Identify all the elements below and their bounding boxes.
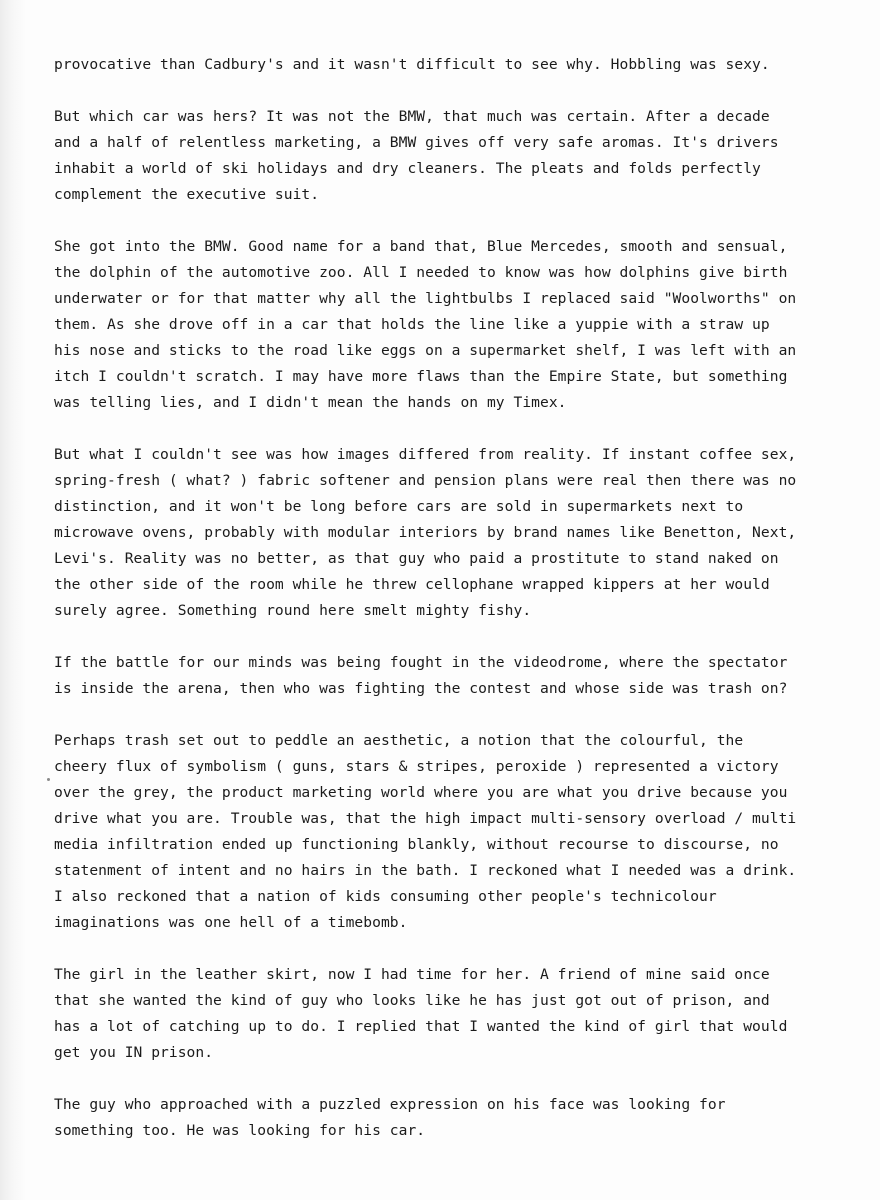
text-line: that she wanted the kind of guy who looks like he has just got out of prison, and xyxy=(54,992,770,1009)
text-line: his nose and sticks to the road like eggs on a supermarket shelf, I was left with an xyxy=(54,342,797,359)
typescript-body xyxy=(54,52,844,1170)
text-line: media infiltration ended up functioning blankly, without recourse to discourse, no xyxy=(54,836,779,853)
text-line: microwave ovens, probably with modular interiors by brand names like Benetton, Next, xyxy=(54,524,797,541)
text-line: the other side of the room while he threw cellophane wrapped kippers at her would xyxy=(54,576,770,593)
text-line: drive what you are. Trouble was, that the high impact multi-sensory overload / multi xyxy=(54,810,797,827)
text-line: statenment of intent and no hairs in the bath. I reckoned what I needed was a drink. xyxy=(54,862,797,879)
text-line: the dolphin of the automotive zoo. All I needed to know was how dolphins give birth xyxy=(54,264,788,281)
text-line: spring-fresh ( what? ) fabric softener and pension plans were real then there was no xyxy=(54,472,797,489)
paragraph-7 xyxy=(54,962,844,1066)
text-line: and a half of relentless marketing, a BMW gives off very safe aromas. It's drivers xyxy=(54,134,779,151)
text-line: something too. He was looking for his car. xyxy=(54,1122,426,1139)
text-line: But which car was hers? It was not the BMW, that much was certain. After a decade xyxy=(54,108,770,125)
ink-speck xyxy=(47,778,50,781)
text-line: provocative than Cadbury's and it wasn't difficult to see why. Hobbling was sexy. xyxy=(54,56,770,73)
text-line: imaginations was one hell of a timebomb. xyxy=(54,914,408,931)
text-line: If the battle for our minds was being fought in the videodrome, where the spectator xyxy=(54,654,788,671)
page-edge-shadow xyxy=(0,0,26,1200)
text-line: Perhaps trash set out to peddle an aesthetic, a notion that the colourful, the xyxy=(54,732,744,749)
paragraph-4 xyxy=(54,442,844,624)
text-line: is inside the arena, then who was fighting the contest and whose side was trash on? xyxy=(54,680,788,697)
text-line: over the grey, the product marketing world where you are what you drive because you xyxy=(54,784,788,801)
text-line: itch I couldn't scratch. I may have more flaws than the Empire State, but something xyxy=(54,368,788,385)
paragraph-3 xyxy=(54,234,844,416)
text-line: surely agree. Something round here smelt mighty fishy. xyxy=(54,602,532,619)
text-line: The girl in the leather skirt, now I had time for her. A friend of mine said once xyxy=(54,966,770,983)
text-line: She got into the BMW. Good name for a band that, Blue Mercedes, smooth and sensual, xyxy=(54,238,788,255)
paragraph-1 xyxy=(54,52,844,78)
paragraph-5 xyxy=(54,650,844,702)
paragraph-8 xyxy=(54,1092,844,1144)
text-line: Levi's. Reality was no better, as that guy who paid a prostitute to stand naked on xyxy=(54,550,779,567)
text-line: inhabit a world of ski holidays and dry cleaners. The pleats and folds perfectly xyxy=(54,160,761,177)
paragraph-6 xyxy=(54,728,844,936)
text-line: was telling lies, and I didn't mean the hands on my Timex. xyxy=(54,394,567,411)
text-line: cheery flux of symbolism ( guns, stars & stripes, peroxide ) represented a victory xyxy=(54,758,779,775)
text-line: distinction, and it won't be long before cars are sold in supermarkets next to xyxy=(54,498,744,515)
text-line: But what I couldn't see was how images differed from reality. If instant coffee sex, xyxy=(54,446,797,463)
text-line: I also reckoned that a nation of kids consuming other people's technicolour xyxy=(54,888,717,905)
text-line: The guy who approached with a puzzled expression on his face was looking for xyxy=(54,1096,726,1113)
paragraph-2 xyxy=(54,104,844,208)
text-line: complement the executive suit. xyxy=(54,186,320,203)
text-line: them. As she drove off in a car that holds the line like a yuppie with a straw up xyxy=(54,316,770,333)
text-line: get you IN prison. xyxy=(54,1044,214,1061)
text-line: has a lot of catching up to do. I replied that I wanted the kind of girl that would xyxy=(54,1018,788,1035)
text-line: underwater or for that matter why all the lightbulbs I replaced said "Woolworths" on xyxy=(54,290,797,307)
